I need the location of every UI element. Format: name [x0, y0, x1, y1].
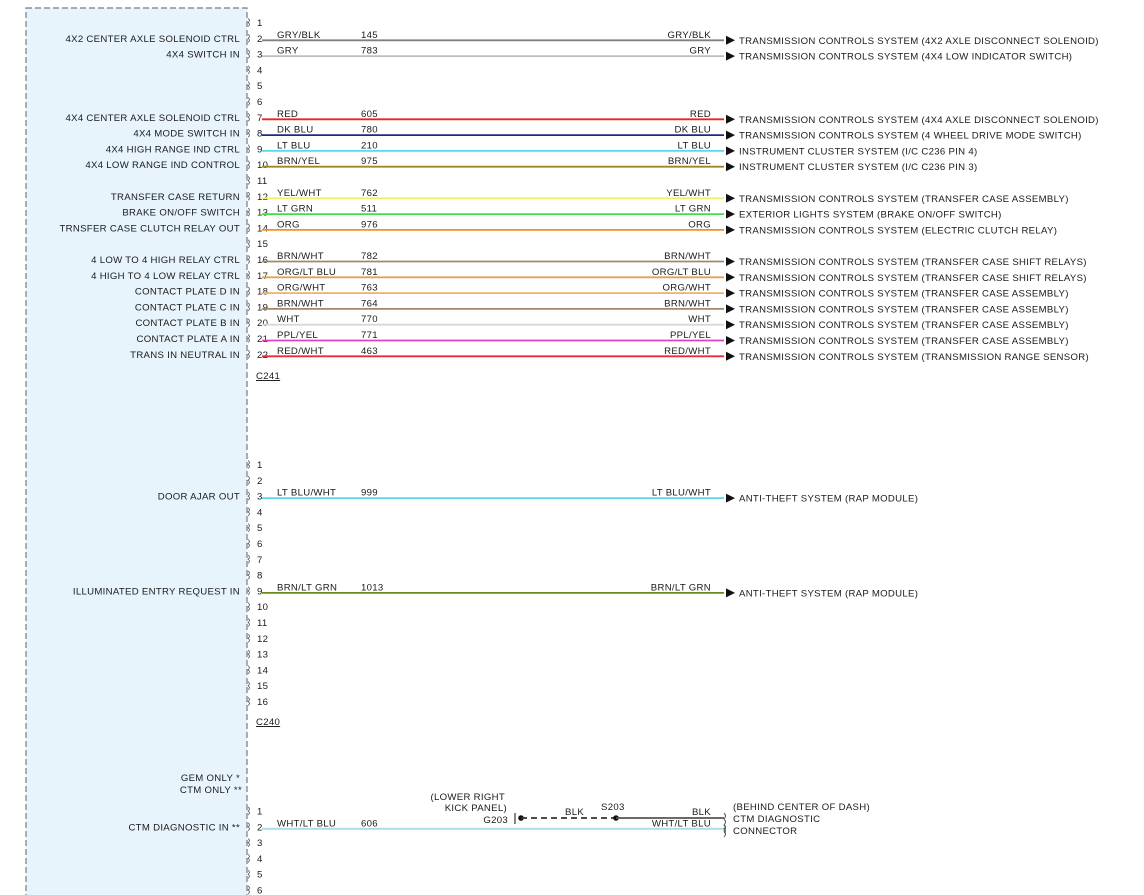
ground-wire-label: BLK [565, 807, 585, 818]
circuit-number: 783 [361, 45, 378, 57]
pin-bracket [248, 587, 250, 595]
pin-number: 5 [257, 523, 263, 535]
destination-system: TRANSMISSION CONTROLS SYSTEM (TRANSFER CASE ASSEMBLY) [739, 320, 1069, 332]
function-label: CONTACT PLATE B IN [135, 318, 240, 330]
pin-number: 16 [257, 697, 269, 708]
pin-bracket [248, 823, 250, 831]
pin-bracket [248, 98, 250, 106]
destination-system: TRANSMISSION CONTROLS SYSTEM (4X4 LOW INDICATOR SWITCH) [739, 51, 1073, 63]
circuit-number: 762 [361, 187, 378, 199]
pin-bracket [248, 571, 250, 579]
pin-number: 5 [257, 869, 263, 881]
arrow-icon [726, 52, 735, 61]
pin-number: 10 [257, 160, 269, 172]
diag-connector-line3: CONNECTOR [733, 826, 798, 837]
pin-bracket [248, 682, 250, 690]
wire-color-right: BRN/YEL [667, 156, 711, 168]
pin-number: 6 [257, 539, 263, 550]
pin-bracket [248, 619, 250, 627]
circuit-number: 976 [361, 219, 378, 231]
circuit-number: 975 [361, 156, 378, 168]
wire-color-right: RED [689, 108, 711, 120]
ctm-only-note: CTM ONLY ** [179, 785, 242, 796]
wire-color-left: LT GRN [277, 203, 314, 215]
function-label: ILLUMINATED ENTRY REQUEST IN [72, 586, 240, 598]
circuit-number: 145 [361, 29, 378, 41]
pin-number: 8 [257, 570, 263, 582]
pin-number: 1 [257, 18, 263, 29]
wire-color-left: LT BLU/WHT [277, 487, 337, 499]
wire-color-left: BRN/WHT [277, 251, 324, 262]
function-label: 4X2 CENTER AXLE SOLENOID CTRL [65, 33, 240, 45]
wire-color-left: ORG/LT BLU [277, 266, 337, 278]
destination-system: TRANSMISSION CONTROLS SYSTEM (4X2 AXLE DISCONNECT SOLENOID) [739, 35, 1099, 47]
function-label: TRANSFER CASE RETURN [110, 191, 240, 203]
arrow-icon [726, 257, 735, 266]
pin-bracket [248, 350, 250, 358]
pin-bracket [248, 839, 250, 847]
pin-bracket [248, 650, 250, 658]
pin-bracket [248, 113, 250, 121]
pin-number: 15 [257, 681, 269, 693]
pin-number: 4 [257, 853, 263, 865]
pin-bracket [248, 603, 250, 611]
pin-bracket [248, 870, 250, 878]
destination-system: TRANSMISSION CONTROLS SYSTEM (4 WHEEL DRIVE MODE SWITCH) [739, 130, 1082, 142]
pin-bracket [248, 177, 250, 185]
ground-location-line2: KICK PANEL) [444, 803, 507, 814]
wire-color-right: BRN/WHT [664, 298, 711, 310]
pin-number: 9 [257, 586, 263, 598]
pin-bracket [248, 129, 250, 137]
circuit-number: 463 [361, 345, 378, 357]
circuit-number: 781 [361, 266, 378, 278]
wire-color-right: ORG/LT BLU [651, 266, 711, 278]
wire-color-left: RED [277, 108, 299, 120]
wire-color-right: ORG/WHT [662, 282, 711, 294]
destination-system: TRANSMISSION CONTROLS SYSTEM (TRANSFER CASE ASSEMBLY) [739, 304, 1069, 316]
pin-number: 8 [257, 128, 263, 140]
pin-bracket [248, 540, 250, 548]
function-label: 4 HIGH TO 4 LOW RELAY CTRL [91, 270, 240, 282]
arrow-icon [726, 289, 735, 298]
pin-bracket [248, 34, 250, 42]
pin-bracket [248, 82, 250, 90]
destination-system: TRANSMISSION CONTROLS SYSTEM (TRANSFER CASE ASSEMBLY) [739, 288, 1069, 300]
function-label: 4X4 SWITCH IN [166, 49, 240, 61]
pin-bracket [248, 476, 250, 484]
wire-color-left: BRN/LT GRN [277, 582, 338, 594]
pin-bracket [248, 145, 250, 153]
wire-color-right: YEL/WHT [666, 187, 711, 199]
connector-label: C241 [256, 371, 281, 382]
pin-number: 6 [257, 97, 263, 108]
function-label: DOOR AJAR OUT [157, 491, 240, 503]
pin-bracket [248, 492, 250, 500]
function-label: 4 LOW TO 4 HIGH RELAY CTRL [91, 255, 240, 266]
gem-only-note: GEM ONLY * [180, 773, 240, 784]
arrow-icon [726, 36, 735, 45]
splice-wire-out-label: BLK [691, 807, 711, 818]
pin-number: 5 [257, 81, 263, 93]
wire-color-right: LT GRN [674, 203, 711, 215]
function-label: CONTACT PLATE A IN [136, 334, 240, 345]
destination-system: EXTERIOR LIGHTS SYSTEM (BRAKE ON/OFF SWITCH) [739, 209, 1002, 221]
destination-system: TRANSMISSION CONTROLS SYSTEM (TRANSFER CASE SHIFT RELAYS) [739, 257, 1087, 268]
pin-number: 4 [257, 65, 263, 77]
wire-color-right: BRN/WHT [664, 251, 711, 262]
arrow-icon [726, 352, 735, 361]
pin-bracket [248, 287, 250, 295]
pin-number: 15 [257, 239, 269, 251]
connector-label: C240 [256, 717, 281, 728]
pin-bracket [248, 886, 250, 894]
circuit-number: 771 [361, 330, 378, 341]
splice-label: S203 [601, 802, 625, 813]
ground-location-line1: (LOWER RIGHT [430, 792, 505, 803]
wire-color-right: DK BLU [674, 124, 711, 136]
pin-number: 1 [257, 806, 263, 818]
pin-number: 2 [257, 475, 263, 487]
pin-number: 6 [257, 885, 263, 895]
pin-bracket [248, 854, 250, 862]
wire-color-left: GRY [277, 45, 299, 57]
pin-number: 16 [257, 255, 269, 266]
pin-number: 12 [257, 191, 269, 203]
pin-bracket [248, 698, 250, 706]
wire-color-left: DK BLU [277, 124, 314, 136]
destination-system: INSTRUMENT CLUSTER SYSTEM (I/C C236 PIN 3) [739, 162, 978, 174]
circuit-number: 511 [361, 203, 378, 215]
arrow-icon [726, 273, 735, 282]
ground-id: G203 [483, 815, 508, 826]
pin-number: 17 [257, 270, 269, 282]
circuit-number: 770 [361, 314, 378, 326]
pin-number: 4 [257, 507, 263, 519]
pin-bracket [248, 192, 250, 200]
wire-color-left: YEL/WHT [277, 187, 322, 199]
wire-color-left: BRN/WHT [277, 298, 324, 310]
arrow-icon [726, 210, 735, 219]
function-label: CTM DIAGNOSTIC IN ** [128, 822, 240, 834]
arrow-icon [726, 304, 735, 313]
pin-bracket [248, 461, 250, 469]
destination-system: TRANSMISSION CONTROLS SYSTEM (TRANSMISSION RANGE SENSOR) [739, 351, 1089, 363]
pin-bracket [248, 161, 250, 169]
pin-bracket [248, 50, 250, 58]
circuit-number: 210 [361, 140, 378, 152]
arrow-icon [726, 320, 735, 329]
circuit-number: 764 [361, 298, 378, 310]
pin-bracket [248, 524, 250, 532]
circuit-number: 606 [361, 818, 378, 830]
wire-color-left: LT BLU [277, 140, 311, 152]
wire-color-right: LT BLU/WHT [651, 487, 711, 499]
wire-color-right: LT BLU [677, 140, 711, 152]
wire-color-left: WHT/LT BLU [277, 818, 337, 830]
pin-bracket [248, 335, 250, 343]
pin-number: 3 [257, 49, 263, 61]
circuit-number: 763 [361, 282, 378, 294]
pin-bracket [248, 208, 250, 216]
wire-color-right: WHT [688, 314, 711, 326]
pin-bracket [248, 256, 250, 264]
pin-number: 11 [257, 618, 268, 629]
function-label: 4X4 HIGH RANGE IND CTRL [105, 144, 240, 156]
pin-bracket [248, 555, 250, 563]
wire-color-right: ORG [688, 219, 711, 231]
pin-number: 1 [257, 460, 263, 471]
arrow-icon [726, 146, 735, 155]
arrow-icon [726, 162, 735, 171]
function-label: 4X4 LOW RANGE IND CONTROL [85, 160, 240, 172]
pin-bracket [248, 634, 250, 642]
pin-number: 7 [257, 554, 263, 566]
wire-color-right: BRN/LT GRN [650, 582, 711, 594]
function-label: BRAKE ON/OFF SWITCH [122, 207, 240, 219]
wire-color-right: GRY/BLK [667, 29, 711, 41]
function-label: TRANS IN NEUTRAL IN [130, 349, 240, 361]
arrow-icon [726, 194, 735, 203]
wire-color-right: RED/WHT [664, 345, 711, 357]
pin-number: 14 [257, 665, 269, 677]
destination-system: TRANSMISSION CONTROLS SYSTEM (4X4 AXLE DISCONNECT SOLENOID) [739, 114, 1099, 126]
arrow-icon [726, 115, 735, 124]
wire-color-right: GRY [689, 45, 711, 57]
destination-system: INSTRUMENT CLUSTER SYSTEM (I/C C236 PIN 4) [739, 146, 978, 158]
function-label: 4X4 CENTER AXLE SOLENOID CTRL [65, 112, 240, 124]
circuit-number: 999 [361, 487, 378, 499]
pin-bracket [248, 19, 250, 27]
pin-bracket [248, 240, 250, 248]
destination-system: TRANSMISSION CONTROLS SYSTEM (TRANSFER CASE ASSEMBLY) [739, 193, 1069, 205]
destination-system: ANTI-THEFT SYSTEM (RAP MODULE) [739, 588, 919, 600]
circuit-number: 782 [361, 251, 378, 262]
pin-number: 12 [257, 633, 269, 645]
function-label: 4X4 MODE SWITCH IN [133, 128, 240, 140]
pin-number: 9 [257, 144, 263, 156]
pin-bracket [248, 807, 250, 815]
arrow-icon [726, 131, 735, 140]
function-label: TRNSFER CASE CLUTCH RELAY OUT [59, 223, 240, 235]
pin-number: 3 [257, 838, 263, 850]
wire-color-left: ORG/WHT [277, 282, 326, 294]
destination-system: TRANSMISSION CONTROLS SYSTEM (ELECTRIC CLUTCH RELAY) [739, 225, 1058, 237]
wire-color-left: BRN/YEL [277, 156, 321, 168]
arrow-icon [726, 336, 735, 345]
diag-connector-line2: CTM DIAGNOSTIC [733, 814, 821, 825]
wire-color-left: RED/WHT [277, 345, 324, 357]
wire-color-left: PPL/YEL [277, 330, 319, 341]
destination-system: ANTI-THEFT SYSTEM (RAP MODULE) [739, 493, 919, 505]
arrow-icon [726, 588, 735, 597]
wire-color-left: ORG [277, 219, 300, 231]
wire-color-right: WHT/LT BLU [651, 818, 711, 830]
function-label: CONTACT PLATE D IN [134, 286, 240, 298]
circuit-number: 1013 [361, 582, 384, 594]
pin-number: 22 [257, 349, 269, 361]
destination-system: TRANSMISSION CONTROLS SYSTEM (TRANSFER CASE SHIFT RELAYS) [739, 272, 1087, 284]
pin-number: 20 [257, 318, 269, 330]
circuit-number: 780 [361, 124, 378, 136]
pin-number: 11 [257, 176, 268, 187]
arrow-icon [726, 225, 735, 234]
pin-number: 18 [257, 286, 269, 298]
pin-bracket [248, 303, 250, 311]
pin-bracket [248, 319, 250, 327]
wire-color-left: WHT [277, 314, 300, 326]
wire-color-right: PPL/YEL [669, 330, 711, 341]
circuit-number: 605 [361, 108, 378, 120]
pin-number: 2 [257, 822, 263, 834]
diag-connector-line1: (BEHIND CENTER OF DASH) [733, 802, 870, 813]
pin-bracket [248, 271, 250, 279]
pin-bracket [248, 224, 250, 232]
pin-number: 7 [257, 112, 263, 124]
pin-number: 19 [257, 302, 269, 314]
pin-number: 21 [257, 334, 269, 345]
function-label: CONTACT PLATE C IN [134, 302, 240, 314]
module-box [26, 8, 247, 895]
pin-number: 10 [257, 602, 269, 614]
pin-number: 13 [257, 649, 269, 661]
arrow-icon [726, 494, 735, 503]
pin-bracket [248, 666, 250, 674]
pin-number: 3 [257, 491, 263, 503]
pin-number: 14 [257, 223, 269, 235]
pin-bracket [248, 508, 250, 516]
destination-system: TRANSMISSION CONTROLS SYSTEM (TRANSFER CASE ASSEMBLY) [739, 336, 1069, 347]
pin-bracket [248, 66, 250, 74]
pin-number: 2 [257, 33, 263, 45]
ctm-diagnostic-connector [724, 802, 870, 837]
pin-number: 13 [257, 207, 269, 219]
wire-color-left: GRY/BLK [277, 29, 321, 41]
